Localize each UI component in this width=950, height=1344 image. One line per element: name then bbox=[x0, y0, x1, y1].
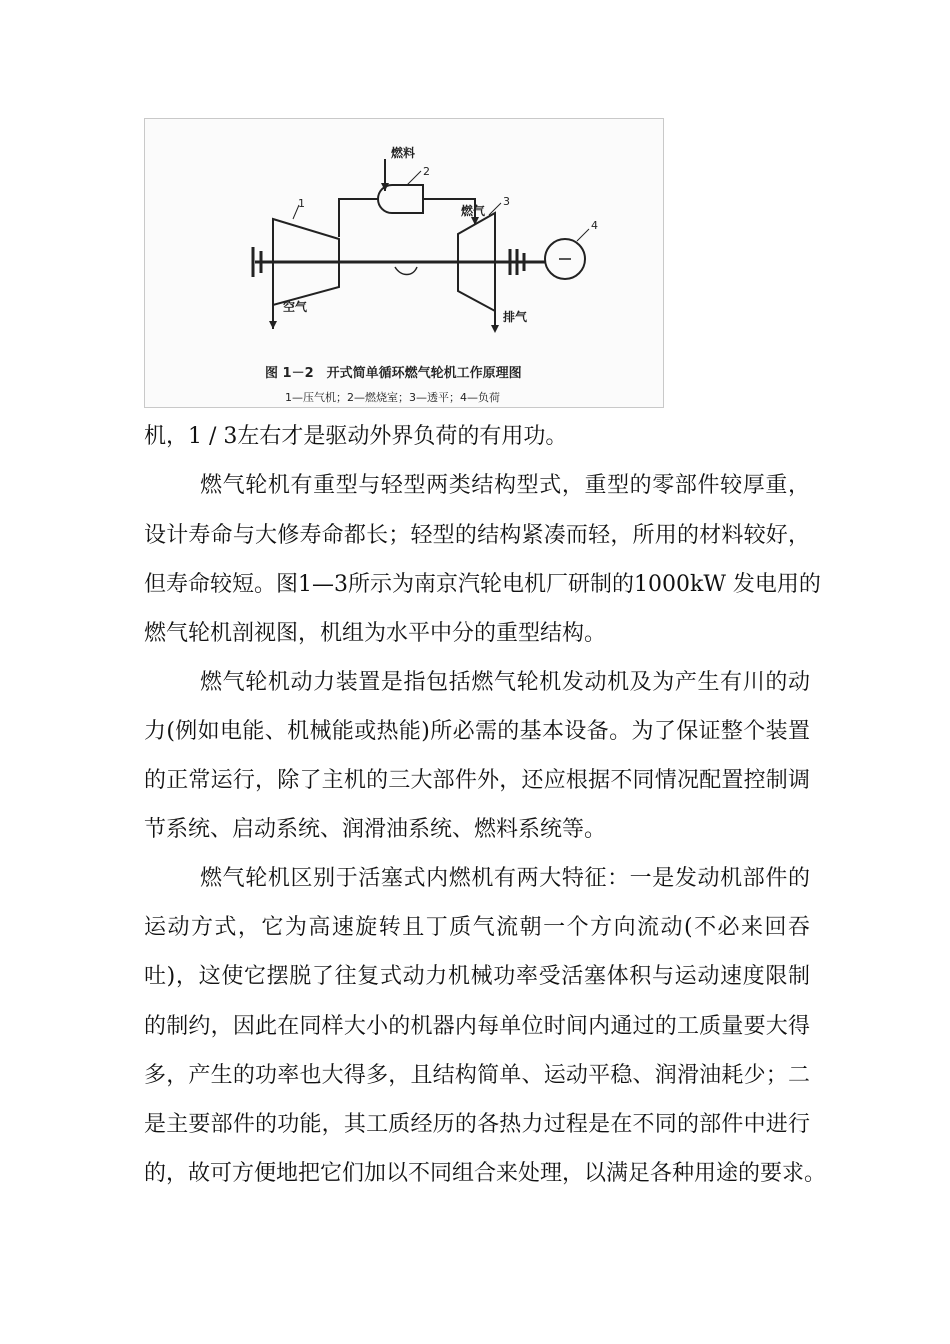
label-exhaust: 排气 bbox=[503, 310, 528, 324]
label-gas: 燃气 bbox=[461, 204, 486, 218]
label-number-3: 3 bbox=[503, 195, 510, 208]
label-number-1: 1 bbox=[298, 197, 305, 210]
text-line: 但寿命较短。图1—3所示为南京汽轮电机厂研制的1000kW 发电用的 bbox=[144, 572, 821, 597]
text-line: 燃气轮机有重型与轻型两类结构型式，重型的零部件较厚重， bbox=[200, 473, 810, 498]
label-fuel: 燃料 bbox=[391, 146, 416, 160]
text-line: 燃气轮机动力装置是指包括燃气轮机发动机及为产生有川的动 bbox=[200, 670, 810, 695]
figure-legend: 1—压气机；2—燃烧室；3—透平；4—负荷 bbox=[285, 391, 500, 404]
figure-caption: 图 1－2 开式简单循环燃气轮机工作原理图 bbox=[265, 366, 522, 381]
text-line: 的正常运行，除了主机的三大部件外，还应根据不同情况配置控制调 bbox=[144, 768, 810, 793]
text-line: 多，产生的功率也大得多，且结构简单、运动平稳、润滑油耗少；二 bbox=[144, 1063, 810, 1088]
text-line: 运动方式，它为高速旋转且丁质气流朝一个方向流动(不必来回吞 bbox=[144, 915, 810, 940]
label-air: 空气 bbox=[283, 300, 308, 314]
diagram-drawing bbox=[145, 119, 665, 409]
gas-turbine-diagram bbox=[144, 118, 664, 408]
text-line: 吐)，这使它摆脱了往复式动力机械功率受活塞体积与运动速度限制 bbox=[144, 964, 810, 989]
text-line: 的，故可方便地把它们加以不同组合来处理，以满足各种用途的要求。 bbox=[144, 1161, 827, 1186]
label-number-4: 4 bbox=[591, 219, 598, 232]
label-number-2: 2 bbox=[423, 165, 430, 178]
text-line: 机，1 / 3左右才是驱动外界负荷的有用功。 bbox=[144, 424, 568, 449]
text-line: 力(例如电能、机械能或热能)所必需的基本设备。为了保证整个装置 bbox=[144, 719, 810, 744]
text-line: 的制约，因此在同样大小的机器内每单位时间内通过的工质量要大得 bbox=[144, 1014, 810, 1039]
text-line: 设计寿命与大修寿命都长；轻型的结构紧凑而轻，所用的材料较好， bbox=[144, 523, 810, 548]
text-line: 燃气轮机剖视图，机组为水平中分的重型结构。 bbox=[144, 621, 607, 646]
text-line: 节系统、启动系统、润滑油系统、燃料系统等。 bbox=[144, 817, 607, 842]
text-line: 是主要部件的功能，其工质经历的各热力过程是在不同的部件中进行 bbox=[144, 1112, 810, 1137]
text-line: 燃气轮机区别于活塞式内燃机有两大特征：一是发动机部件的 bbox=[200, 866, 810, 891]
